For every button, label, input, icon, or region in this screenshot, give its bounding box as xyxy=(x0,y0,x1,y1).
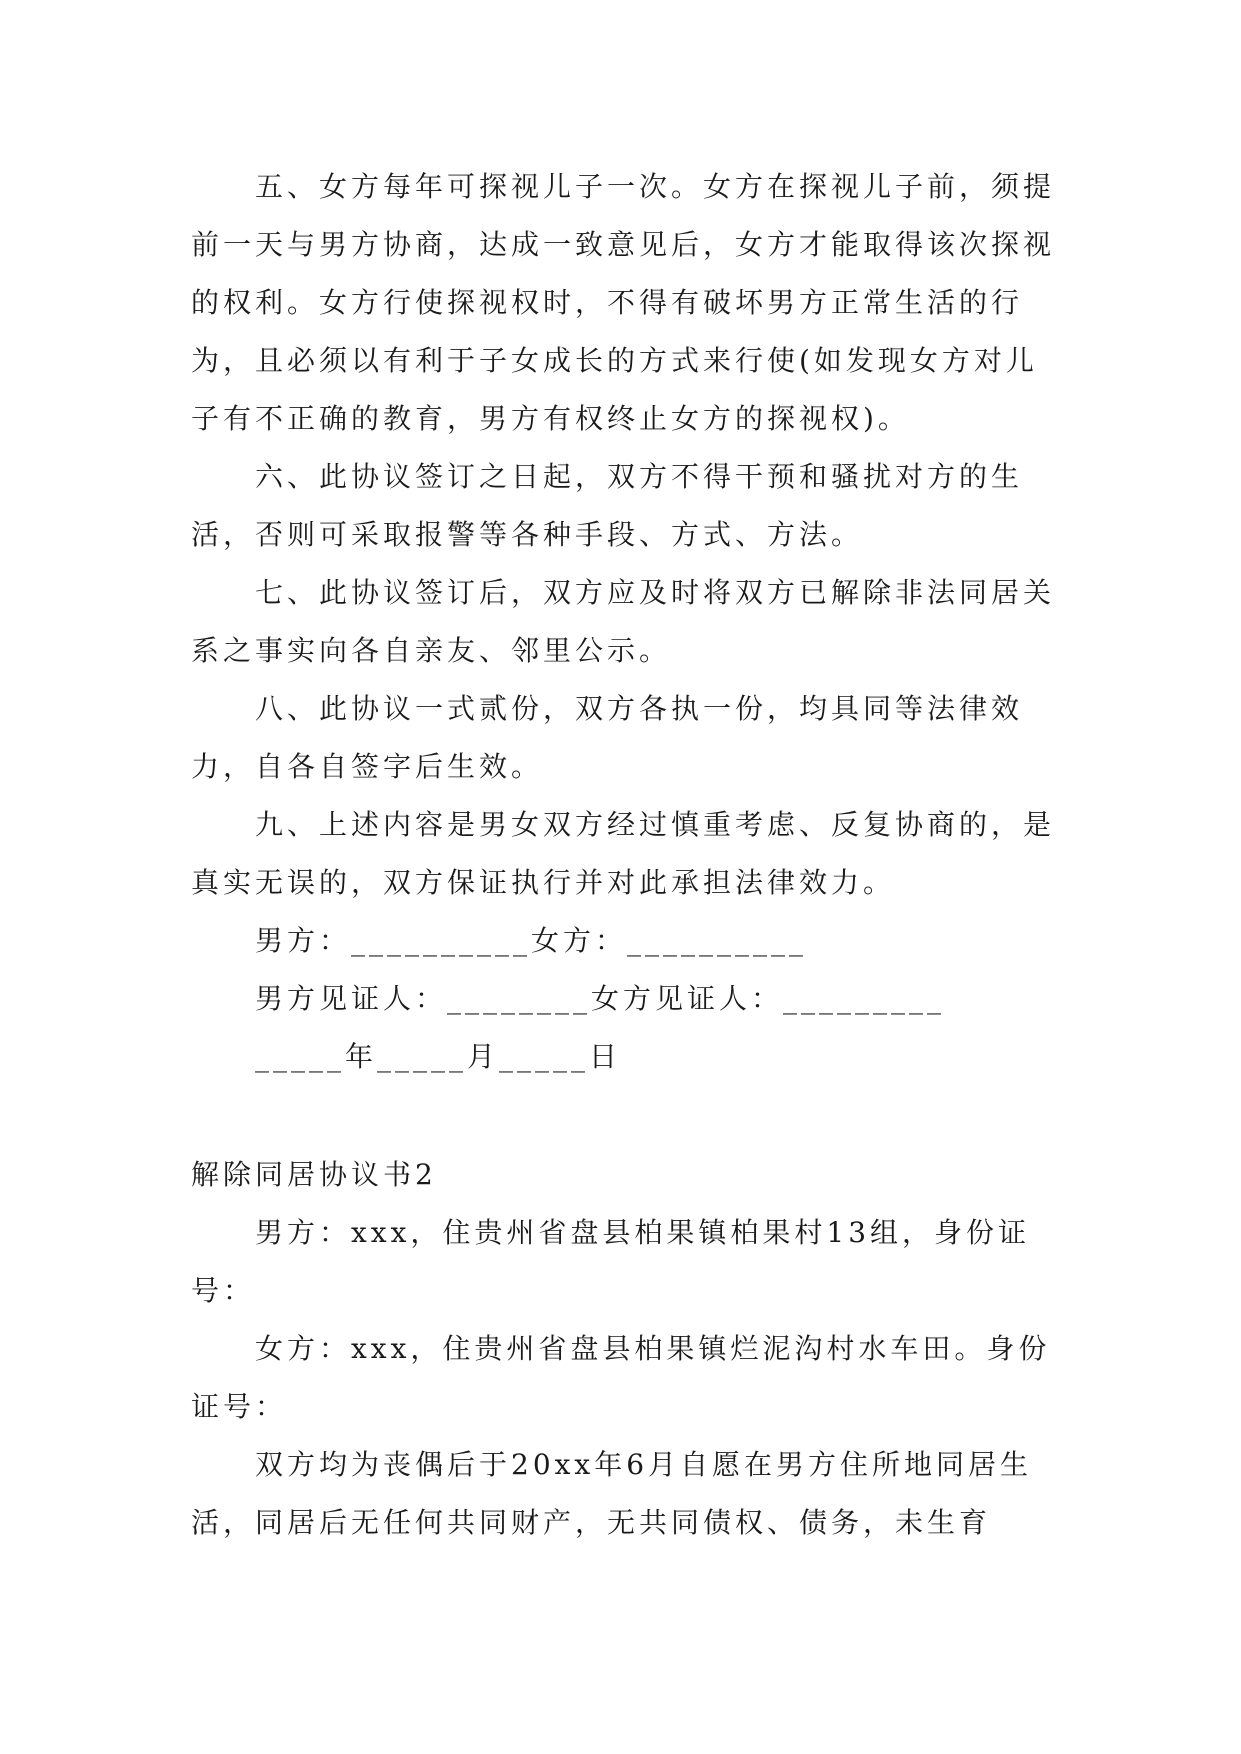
section-title: 解除同居协议书2 xyxy=(191,1158,437,1191)
clause-seven: 七、此协议签订后，双方应及时将双方已解除非法同居关系之事实向各自亲友、邻里公示。 xyxy=(191,576,1056,667)
cohabitation-statement: 双方均为丧偶后于20xx年6月自愿在男方住所地同居生活，同居后无任何共同财产，无共同债权、债务，未生育 xyxy=(191,1448,1033,1539)
party-female: 女方：xxx，住贵州省盘县柏果镇烂泥沟村水车田。身份证号： xyxy=(191,1332,1051,1423)
document-body xyxy=(191,158,1061,1552)
signature-date: _____年_____月_____日 xyxy=(255,1040,622,1073)
signature-parties: 男方：__________女方：__________ xyxy=(255,924,808,957)
clause-six: 六、此协议签订之日起，双方不得干预和骚扰对方的生活，否则可采取报警等各种手段、方式、方法。 xyxy=(191,460,1024,551)
clause-nine: 九、上述内容是男女双方经过慎重考虑、反复协商的，是真实无误的，双方保证执行并对此承担法律效力。 xyxy=(191,808,1056,899)
signature-witnesses: 男方见证人：________女方见证人：_________ xyxy=(255,982,946,1015)
party-male: 男方：xxx，住贵州省盘县柏果镇柏果村13组，身份证号： xyxy=(191,1216,1031,1307)
clause-five: 五、女方每年可探视儿子一次。女方在探视儿子前，须提前一天与男方协商，达成一致意见后，女方才能取得该次探视的权利。女方行使探视权时，不得有破坏男方正常生活的行为，且必须以有利于子女成长的方式来行使(如发现女方对儿子有不正确的教育，男方有权终止女方的探视权)。 xyxy=(191,170,1056,435)
section-spacer xyxy=(191,1086,1061,1146)
clause-eight: 八、此协议一式贰份，双方各执一份，均具同等法律效力，自各自签字后生效。 xyxy=(191,692,1024,783)
